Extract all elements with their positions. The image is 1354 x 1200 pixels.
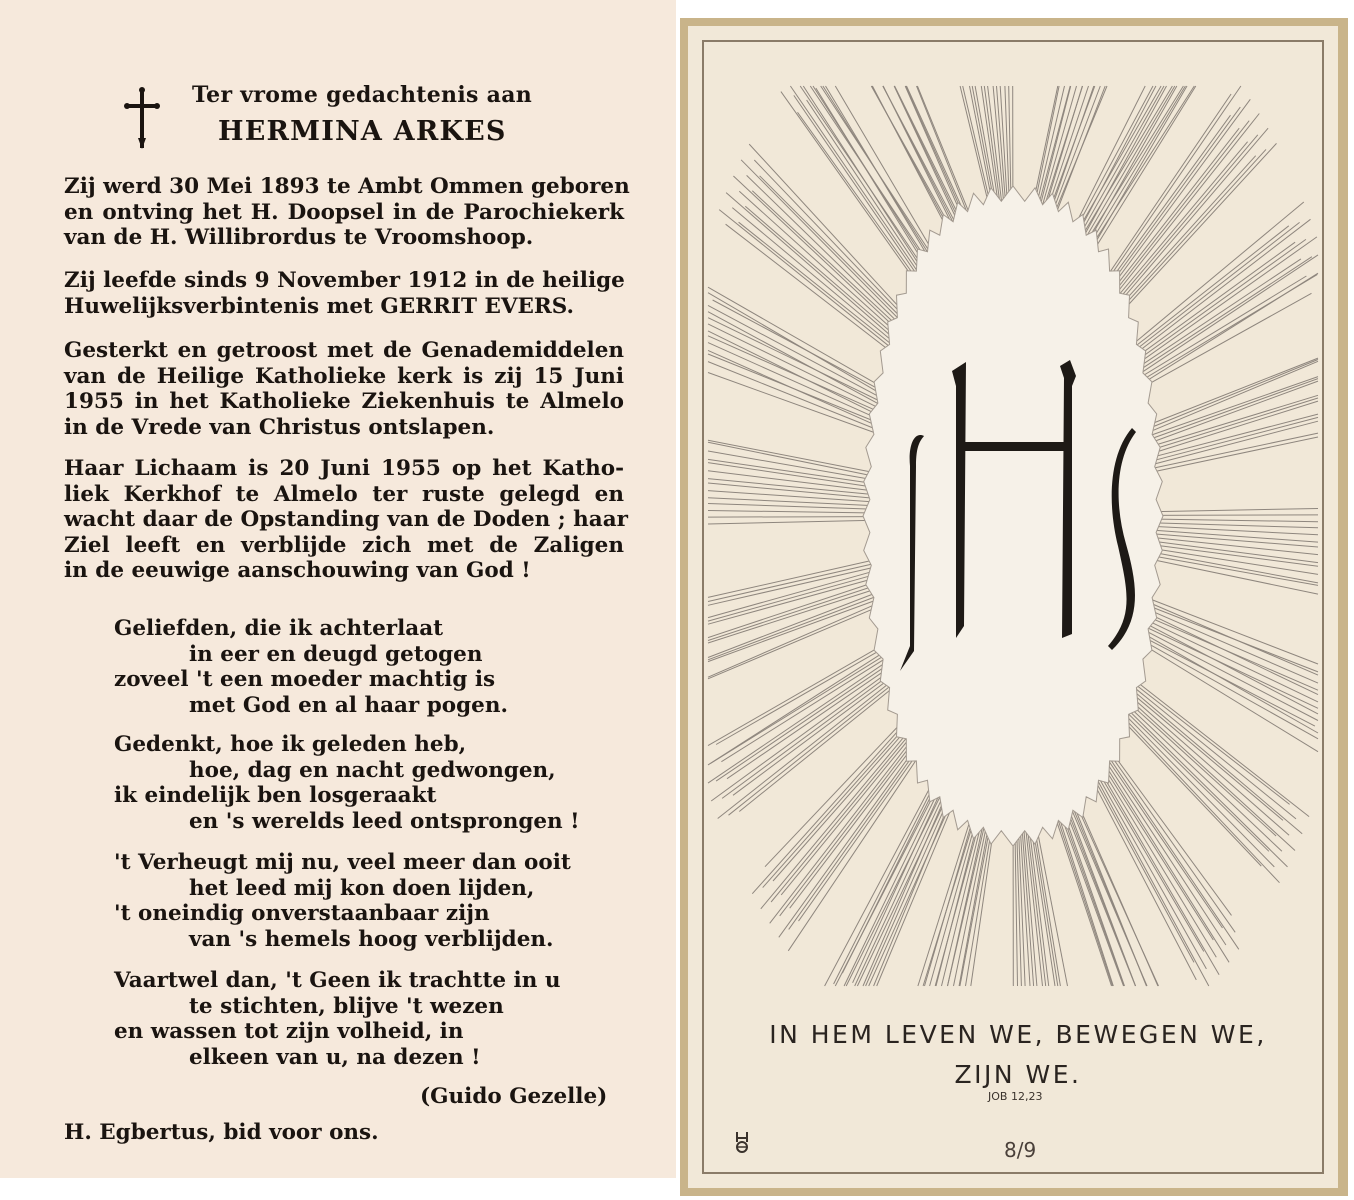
cross-icon xyxy=(124,86,160,150)
ray-line xyxy=(1150,545,1318,567)
marriage-paragraph xyxy=(64,268,624,319)
publisher-mark-icon xyxy=(734,1130,750,1154)
ray-line xyxy=(1151,519,1318,522)
ray-line xyxy=(1049,86,1101,223)
ray-line xyxy=(1129,226,1289,352)
ray-line xyxy=(1150,559,1318,594)
poem-line: ik eindelijk ben losgeraakt xyxy=(114,783,437,808)
ray-line xyxy=(853,781,946,983)
poem-line: elkeen van u, na dezen ! xyxy=(189,1044,481,1070)
ray-line xyxy=(1123,701,1282,852)
text-line: en ontving het H. Doopsel in de Parochiekerk xyxy=(64,199,624,225)
ray-line xyxy=(842,775,941,973)
ray-line xyxy=(1151,515,1318,516)
ray-line xyxy=(1135,257,1312,374)
ray-line xyxy=(708,463,876,488)
text-line: Gesterkt en getroost met de Genademiddelen xyxy=(64,338,624,363)
ray-line xyxy=(863,786,950,986)
poem-line: 't Verheugt mij nu, veel meer dan ooit xyxy=(114,850,571,875)
ray-line xyxy=(1151,523,1318,528)
ray-line xyxy=(1095,761,1220,975)
poem-line: hoe, dag en nacht gedwongen, xyxy=(189,757,556,783)
text-line: in de eeuwige aanschouwing van God ! xyxy=(64,558,531,583)
text-line: wacht daar de Opstanding van de Doden ; haar xyxy=(64,507,628,532)
ray-line xyxy=(1134,259,1301,370)
ray-line xyxy=(1147,381,1318,444)
poem-line: van 's hemels hoog verblijden. xyxy=(189,926,554,952)
card-number: 8/9 xyxy=(1004,1138,1037,1162)
ray-line xyxy=(816,88,930,273)
ray-line xyxy=(1097,757,1213,940)
ray-line xyxy=(708,563,877,602)
ray-line xyxy=(1093,763,1204,951)
ray-line xyxy=(960,816,992,986)
ray-line xyxy=(866,789,953,986)
poem-line: en 's werelds leed ontsprongen ! xyxy=(189,808,580,834)
ray-line xyxy=(855,784,949,986)
ray-line xyxy=(1103,86,1241,286)
ray-line xyxy=(800,86,929,275)
ray-line xyxy=(708,595,880,660)
ray-line xyxy=(727,665,893,779)
ray-line xyxy=(1142,622,1318,714)
card-paper xyxy=(688,26,1338,1188)
ray-line xyxy=(1108,128,1239,296)
poem-line: Gedenkt, hoe ik geleden heb, xyxy=(114,732,467,757)
ray-line xyxy=(846,783,947,986)
ray-line xyxy=(732,208,898,347)
ray-line xyxy=(918,807,974,986)
ray-line xyxy=(1109,121,1249,299)
ray-line xyxy=(1130,677,1309,817)
ray-line xyxy=(781,731,915,895)
ray-line xyxy=(1145,360,1318,430)
ray-line xyxy=(708,592,879,658)
ray-line xyxy=(708,585,879,641)
ray-line xyxy=(721,655,890,761)
ray-line xyxy=(1096,759,1216,957)
ray-line xyxy=(1141,629,1318,721)
ray-line xyxy=(708,649,889,765)
ray-line xyxy=(810,86,933,269)
ray-line xyxy=(708,659,891,783)
poem-stanza xyxy=(114,968,634,1070)
ray-line xyxy=(770,734,917,924)
ray-line xyxy=(1101,750,1222,928)
ray-line xyxy=(1124,698,1277,836)
text-line: Zij werd 30 Mei 1893 te Ambt Ommen geboren xyxy=(64,174,630,199)
poem-line: Vaartwel dan, 't Geen ik trachtte in u xyxy=(114,968,561,993)
ray-line xyxy=(807,100,927,280)
ray-line xyxy=(877,794,958,986)
ray-line xyxy=(942,813,984,986)
ray-line xyxy=(1150,552,1318,583)
text-line: liek Kerkhof te Almelo ter ruste gelegd en xyxy=(64,481,624,507)
ray-line xyxy=(1099,754,1230,962)
poem-line: zoveel 't een moeder machtig is xyxy=(114,667,496,692)
ray-line xyxy=(1079,86,1175,249)
ray-line xyxy=(1104,745,1236,932)
ray-line xyxy=(708,287,887,390)
ray-line xyxy=(1136,276,1306,380)
ray-line xyxy=(708,570,877,617)
ray-line xyxy=(1133,237,1317,367)
ray-line xyxy=(708,440,876,473)
text-line: van de Heilige Katholieke kerk is zij 15 Juni xyxy=(64,363,624,389)
ray-line xyxy=(741,160,905,326)
birth-paragraph xyxy=(64,174,630,251)
ray-line xyxy=(708,567,877,606)
ray-line xyxy=(1146,361,1318,433)
verse-line: ZIJN WE. xyxy=(954,1060,1082,1089)
poem-attribution: (Guido Gezelle) xyxy=(420,1084,608,1109)
ray-line xyxy=(844,779,944,986)
ray-line xyxy=(739,222,898,349)
ray-line xyxy=(708,577,878,624)
text-line: 1955 in het Katholieke Ziekenhuis te Almelo xyxy=(64,389,624,414)
ray-line xyxy=(708,588,879,643)
ray-line xyxy=(718,678,897,819)
ray-line xyxy=(1131,219,1311,357)
ray-line xyxy=(1127,689,1284,821)
ray-line xyxy=(1033,816,1061,986)
ray-line xyxy=(716,662,892,781)
poem-line: Geliefden, die ik achterlaat xyxy=(114,616,444,641)
text-line: Huwelijksverbintenis met GERRIT EVERS. xyxy=(64,293,575,319)
ray-line xyxy=(1125,695,1295,851)
ray-line xyxy=(1145,608,1319,683)
ray-line xyxy=(779,741,921,937)
ray-line xyxy=(747,175,905,328)
ray-line xyxy=(1066,796,1147,986)
ray-line xyxy=(708,318,885,404)
ray-line xyxy=(708,599,880,662)
ray-line xyxy=(1076,86,1172,246)
poem-stanza xyxy=(114,732,634,834)
verse-line: IN HEM LEVEN WE, BEWEGEN WE, xyxy=(769,1020,1267,1049)
poem-line: 't oneindig onverstaanbaar zijn xyxy=(114,901,490,926)
text-line: in de Vrede van Christus ontslapen. xyxy=(64,414,495,440)
verse-reference: JOB 12,23 xyxy=(988,1090,1043,1103)
closing-prayer: H. Egbertus, bid voor ons. xyxy=(64,1120,379,1145)
text-line: Ziel leeft en verblijde zich met de Zaligen xyxy=(64,532,624,558)
ray-line xyxy=(1136,255,1318,377)
ray-line xyxy=(1028,818,1049,986)
ray-line xyxy=(708,511,875,514)
ray-line xyxy=(834,774,940,985)
ray-line xyxy=(780,736,918,916)
ray-line xyxy=(794,95,924,284)
ray-line xyxy=(1091,767,1209,986)
poem-line: en wassen tot zijn volheid, in xyxy=(114,1019,464,1044)
ray-line xyxy=(1146,597,1318,664)
memorial-heading: Ter vrome gedachtenis aan xyxy=(192,82,533,108)
ray-line xyxy=(1126,692,1290,836)
memorial-card-text-side xyxy=(0,0,676,1178)
deceased-name: HERMINA ARKES xyxy=(218,116,507,147)
text-line: van de H. Willibrordus te Vroomshoop. xyxy=(64,225,534,250)
ray-line xyxy=(729,681,898,816)
ray-line xyxy=(1060,802,1125,986)
ray-line xyxy=(1138,273,1318,386)
ray-line xyxy=(1144,615,1319,690)
poem-line: te stichten, blijve 't wezen xyxy=(189,993,504,1019)
ray-line xyxy=(708,517,875,518)
text-line: Haar Lichaam is 20 Juni 1955 op het Katho- xyxy=(64,456,624,481)
text-line: Zij leefde sinds 9 November 1912 in de heilige xyxy=(64,268,625,293)
ray-line xyxy=(1130,222,1300,354)
poem-stanza xyxy=(114,850,634,952)
ray-line xyxy=(1117,715,1261,867)
ray-line xyxy=(1145,358,1318,426)
ray-line xyxy=(708,305,885,400)
ray-line xyxy=(1083,86,1185,255)
poem-stanza xyxy=(114,616,634,718)
ray-line xyxy=(1127,686,1302,834)
memorial-card-image-side xyxy=(680,18,1348,1196)
ray-line xyxy=(771,728,914,902)
ray-line xyxy=(1075,86,1164,244)
death-paragraph xyxy=(64,338,624,440)
ray-line xyxy=(773,723,912,881)
poem-line: het leed mij kon doen lijden, xyxy=(189,875,535,901)
ray-line xyxy=(1151,526,1318,535)
ray-line xyxy=(1141,632,1318,733)
ihs-radiance-illustration xyxy=(688,26,1338,1186)
ray-line xyxy=(781,92,921,290)
ray-line xyxy=(1061,800,1135,986)
ray-line xyxy=(708,581,878,638)
ray-line xyxy=(708,520,875,524)
ray-line xyxy=(745,206,900,340)
ray-line xyxy=(790,739,919,909)
ray-line xyxy=(708,559,876,597)
ray-line xyxy=(708,451,876,480)
ray-line xyxy=(711,668,893,801)
ray-line xyxy=(895,86,967,230)
ray-line xyxy=(1129,680,1289,805)
burial-paragraph xyxy=(64,456,628,584)
poem-line: met God en al haar pogen. xyxy=(189,692,508,718)
ray-line xyxy=(790,86,925,282)
ray-line xyxy=(708,336,883,414)
ray-line xyxy=(894,86,964,232)
ray-line xyxy=(1151,509,1318,512)
poem-line: in eer en deugd getogen xyxy=(189,641,483,667)
ray-line xyxy=(752,718,910,894)
